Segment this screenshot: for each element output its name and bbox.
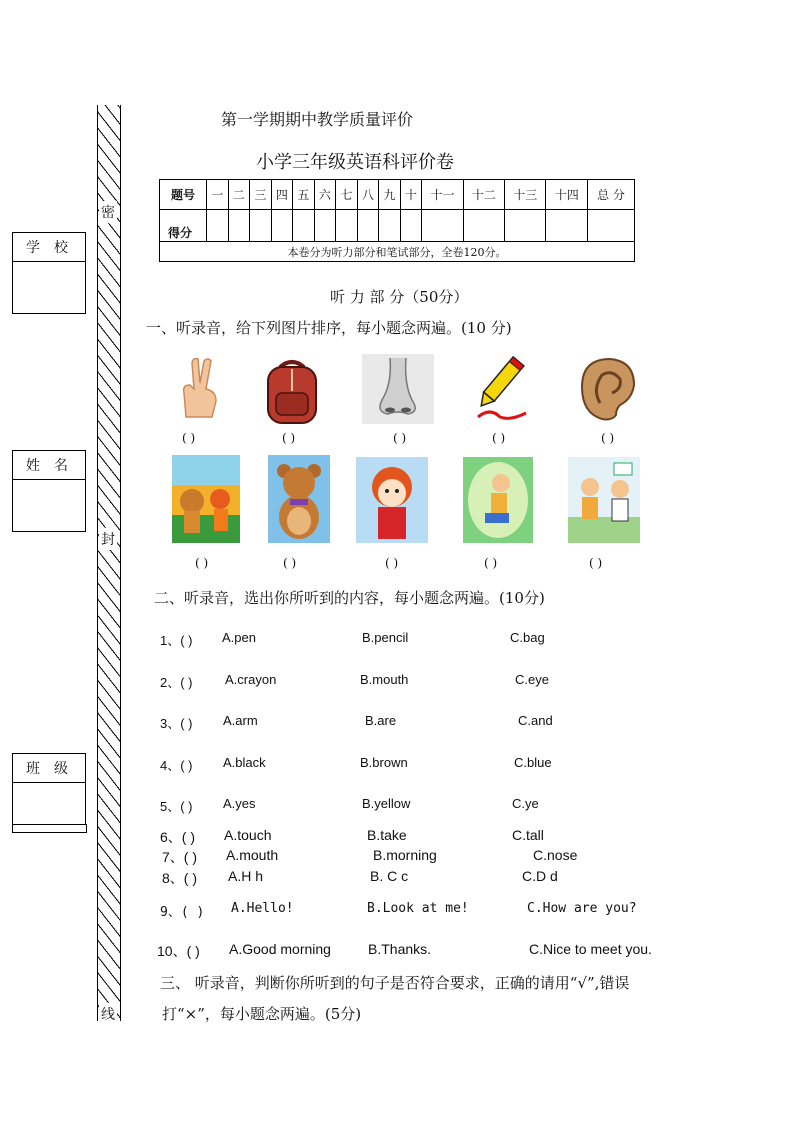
bear-icon bbox=[268, 455, 330, 543]
two-kids-icon bbox=[568, 457, 640, 543]
class-box[interactable] bbox=[12, 753, 86, 825]
score-table-header-row bbox=[160, 180, 635, 210]
cartoon-characters-icon bbox=[172, 455, 240, 543]
question-number[interactable]: 1、( ) bbox=[160, 633, 193, 648]
option-a: A.mouth bbox=[226, 847, 279, 863]
option-a: A.touch bbox=[224, 827, 272, 843]
option-b: B.Look at me! bbox=[367, 901, 469, 916]
answer-paren[interactable]: ( ) bbox=[484, 556, 498, 570]
girl-icon bbox=[356, 457, 428, 543]
row-label-defen: 得分 bbox=[160, 210, 207, 242]
option-c: C.bag bbox=[510, 630, 545, 645]
question-number[interactable]: 5、( ) bbox=[160, 799, 193, 814]
nose-icon bbox=[362, 354, 434, 424]
option-a: A.Hello! bbox=[231, 901, 294, 916]
answer-paren[interactable]: ( ) bbox=[492, 431, 506, 445]
row-label-tihao: 题号 bbox=[160, 180, 207, 210]
option-b: B.yellow bbox=[362, 796, 411, 811]
option-c: C.and bbox=[518, 713, 553, 728]
crayon-icon bbox=[470, 355, 532, 423]
score-cell[interactable] bbox=[400, 210, 422, 242]
answer-paren[interactable]: ( ) bbox=[393, 431, 407, 445]
victory-hand-icon bbox=[172, 355, 228, 425]
question-number[interactable]: 4、( ) bbox=[160, 758, 193, 773]
score-cell[interactable] bbox=[379, 210, 401, 242]
col-header: 七 bbox=[336, 180, 358, 210]
score-cell[interactable] bbox=[357, 210, 379, 242]
answer-paren[interactable]: ( ) bbox=[283, 556, 297, 570]
option-c: C.D d bbox=[522, 868, 558, 884]
ear-icon bbox=[572, 353, 640, 423]
question-number[interactable]: 6、( ) bbox=[160, 829, 195, 845]
col-header: 九 bbox=[379, 180, 401, 210]
class-box-underline bbox=[12, 824, 87, 833]
score-cell[interactable] bbox=[293, 210, 315, 242]
score-cell[interactable] bbox=[546, 210, 588, 242]
option-b: B. C c bbox=[370, 868, 409, 884]
col-header: 八 bbox=[357, 180, 379, 210]
option-c: C.ye bbox=[512, 796, 539, 811]
answer-paren[interactable]: ( ) bbox=[601, 431, 615, 445]
section3-instruction-line2: 打“×”，每小题念两遍。(5分) bbox=[162, 1005, 362, 1023]
question-number[interactable]: 3、( ) bbox=[160, 716, 193, 731]
col-header: 十二 bbox=[463, 180, 504, 210]
score-cell-total[interactable] bbox=[588, 210, 635, 242]
col-header: 十四 bbox=[546, 180, 588, 210]
option-a: A.crayon bbox=[225, 672, 277, 687]
col-header: 四 bbox=[271, 180, 293, 210]
seal-char-mi: 密 bbox=[99, 201, 117, 223]
seal-char-feng: 封 bbox=[99, 528, 117, 550]
answer-paren[interactable]: ( ) bbox=[385, 556, 399, 570]
col-header: 二 bbox=[228, 180, 250, 210]
exam-title: 第一学期期中教学质量评价 bbox=[221, 110, 414, 129]
option-c: C.How are you? bbox=[527, 901, 637, 916]
question-number[interactable]: 9、( ) bbox=[160, 905, 205, 920]
option-c: C.nose bbox=[533, 847, 578, 863]
seal-line-strip bbox=[97, 105, 121, 1021]
col-header: 五 bbox=[293, 180, 315, 210]
option-b: B.take bbox=[367, 827, 407, 843]
option-c: C.Nice to meet you. bbox=[529, 941, 652, 957]
score-table-score-row bbox=[160, 210, 635, 242]
question-number[interactable]: 2、( ) bbox=[160, 675, 193, 690]
section3-instruction-line1: 三、 听录音，判断你所听到的句子是否符合要求，正确的请用“√”,错误 bbox=[160, 974, 630, 992]
option-c: C.blue bbox=[514, 755, 552, 770]
answer-paren[interactable]: ( ) bbox=[195, 556, 209, 570]
name-label: 姓名 bbox=[13, 451, 85, 480]
answer-paren[interactable]: ( ) bbox=[589, 556, 603, 570]
option-b: B.are bbox=[365, 713, 397, 728]
option-a: A.H h bbox=[228, 868, 264, 884]
paper-subtitle: 小学三年级英语科评价卷 bbox=[256, 152, 454, 173]
option-b: B.morning bbox=[373, 847, 437, 863]
school-label: 学校 bbox=[13, 233, 85, 262]
score-table bbox=[159, 179, 635, 262]
option-a: A.yes bbox=[223, 796, 256, 811]
score-table-note-row bbox=[160, 242, 635, 262]
seal-char-xian: 线 bbox=[99, 1003, 117, 1025]
boy-icon bbox=[463, 457, 533, 543]
option-b: B.brown bbox=[360, 755, 408, 770]
option-a: A.black bbox=[223, 755, 266, 770]
score-cell[interactable] bbox=[250, 210, 272, 242]
score-cell[interactable] bbox=[463, 210, 504, 242]
col-header: 十 bbox=[400, 180, 422, 210]
col-header: 三 bbox=[250, 180, 272, 210]
option-c: C.eye bbox=[515, 672, 549, 687]
class-label: 班级 bbox=[13, 754, 85, 783]
col-header: 一 bbox=[207, 180, 229, 210]
score-cell[interactable] bbox=[271, 210, 293, 242]
option-a: A.arm bbox=[223, 713, 258, 728]
section2-instruction: 二、听录音，选出你所听到的内容，每小题念两遍。(10分) bbox=[154, 589, 545, 607]
option-b: B.Thanks. bbox=[368, 941, 432, 957]
score-cell[interactable] bbox=[336, 210, 358, 242]
listening-title: 听 力 部 分（50分） bbox=[330, 288, 469, 306]
col-header-total: 总 分 bbox=[588, 180, 635, 210]
option-a: A.Good morning bbox=[229, 941, 331, 957]
answer-paren[interactable]: ( ) bbox=[182, 431, 196, 445]
option-c: C.tall bbox=[512, 827, 544, 843]
score-cell[interactable] bbox=[207, 210, 229, 242]
question-number[interactable]: 10、( ) bbox=[157, 943, 200, 959]
name-box[interactable] bbox=[12, 450, 86, 532]
option-b: B.mouth bbox=[360, 672, 409, 687]
score-note: 本卷分为听力部分和笔试部分，全卷120分。 bbox=[160, 242, 635, 262]
question-number[interactable]: 7、( ) bbox=[162, 849, 197, 865]
score-cell[interactable] bbox=[314, 210, 336, 242]
section1-instruction: 一、听录音，给下列图片排序，每小题念两遍。(10 分) bbox=[146, 319, 512, 337]
score-cell[interactable] bbox=[228, 210, 250, 242]
col-header: 十三 bbox=[505, 180, 546, 210]
score-cell[interactable] bbox=[422, 210, 463, 242]
score-cell[interactable] bbox=[505, 210, 546, 242]
option-a: A.pen bbox=[222, 630, 256, 645]
option-b: B.pencil bbox=[362, 630, 409, 645]
col-header: 六 bbox=[314, 180, 336, 210]
question-number[interactable]: 8、( ) bbox=[162, 870, 197, 886]
col-header: 十一 bbox=[422, 180, 463, 210]
school-box[interactable] bbox=[12, 232, 86, 314]
backpack-icon bbox=[260, 355, 324, 427]
answer-paren[interactable]: ( ) bbox=[282, 431, 296, 445]
